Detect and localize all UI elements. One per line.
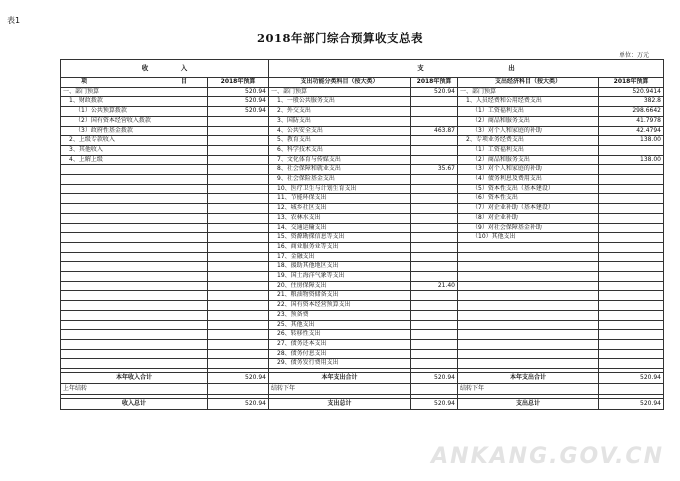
income-value — [208, 339, 269, 349]
func-item: 一、部门预算 — [269, 87, 411, 97]
func-item: 6、科学技术支出 — [269, 145, 411, 155]
income-item — [61, 242, 208, 252]
year-total-row — [61, 373, 664, 384]
func-value — [411, 175, 458, 185]
func-item: 28、债务付息支出 — [269, 349, 411, 359]
income-item — [61, 175, 208, 185]
income-value — [208, 213, 269, 223]
econ-value — [599, 213, 664, 223]
year-exp-label: 本年支出合计 — [269, 373, 411, 384]
year-exp-label-econ: 本年支出合计 — [458, 373, 599, 384]
func-item: 12、城乡社区支出 — [269, 204, 411, 214]
func-item: 22、国有资本经营预算支出 — [269, 301, 411, 311]
income-value — [208, 126, 269, 136]
carry-out-label-econ: 结转下年 — [458, 384, 599, 395]
func-item: 7、文化体育与传媒支出 — [269, 155, 411, 165]
econ-value — [599, 301, 664, 311]
econ-value — [599, 175, 664, 185]
income-value — [208, 252, 269, 262]
econ-value — [599, 310, 664, 320]
econ-value — [599, 262, 664, 272]
table-row — [61, 116, 664, 126]
func-value — [411, 262, 458, 272]
income-item — [61, 262, 208, 272]
econ-item: （6）资本性支出 — [458, 194, 599, 204]
income-item — [61, 184, 208, 194]
func-item: 27、债务还本支出 — [269, 339, 411, 349]
income-value: 520.94 — [208, 97, 269, 107]
income-value — [208, 281, 269, 291]
income-total-label: 收入总计 — [61, 399, 208, 410]
table-row — [61, 136, 664, 146]
income-value — [208, 262, 269, 272]
income-value — [208, 194, 269, 204]
func-value — [411, 252, 458, 262]
income-item: 4、上解上级 — [61, 155, 208, 165]
econ-value: 138.00 — [599, 136, 664, 146]
income-item — [61, 310, 208, 320]
econ-item: （3）对个人和家庭的补助 — [458, 126, 599, 136]
income-item — [61, 272, 208, 282]
econ-item: 2、专项业务经费支出 — [458, 136, 599, 146]
econ-value: 138.00 — [599, 155, 664, 165]
func-item: 8、社会保障和就业支出 — [269, 165, 411, 175]
func-item: 9、社会保险基金支出 — [269, 175, 411, 185]
func-value — [411, 272, 458, 282]
table-row — [61, 107, 664, 117]
func-value — [411, 359, 458, 369]
table-row — [61, 175, 664, 185]
func-value: 463.87 — [411, 126, 458, 136]
econ-value — [599, 204, 664, 214]
year-exp-value: 520.94 — [411, 373, 458, 384]
exp-total-label-econ: 支出总计 — [458, 399, 599, 410]
table-row — [61, 291, 664, 301]
year-exp-value-econ: 520.94 — [599, 373, 664, 384]
econ-item — [458, 310, 599, 320]
table-row — [61, 301, 664, 311]
func-value — [411, 155, 458, 165]
econ-item: （10）其他支出 — [458, 233, 599, 243]
econ-item: （4）债务利息及费用支出 — [458, 175, 599, 185]
table-row — [61, 204, 664, 214]
income-item: 2、上级专款收入 — [61, 136, 208, 146]
income-item — [61, 213, 208, 223]
func-value — [411, 291, 458, 301]
func-value — [411, 116, 458, 126]
table-row — [61, 320, 664, 330]
econ-item: （2）商品和服务支出 — [458, 155, 599, 165]
item-header: 项 目 — [61, 78, 208, 88]
table-row — [61, 126, 664, 136]
func-item: 11、节能环保支出 — [269, 194, 411, 204]
income-item: 一、部门预算 — [61, 87, 208, 97]
func-value: 35.67 — [411, 165, 458, 175]
exp-total-value-econ: 520.94 — [599, 399, 664, 410]
income-item — [61, 320, 208, 330]
table-row — [61, 330, 664, 340]
exp-total-value: 520.94 — [411, 399, 458, 410]
func-item: 25、其他支出 — [269, 320, 411, 330]
econ-item: 一、部门预算 — [458, 87, 599, 97]
econ-value — [599, 349, 664, 359]
econ-item: （9）对社会保障基金补助 — [458, 223, 599, 233]
func-value — [411, 330, 458, 340]
income-item — [61, 281, 208, 291]
watermark: ANKANG.GOV.CN — [431, 444, 664, 469]
table-number: 表1 — [7, 16, 21, 25]
income-item — [61, 165, 208, 175]
func-value — [411, 97, 458, 107]
econ-value — [599, 252, 664, 262]
income-value — [208, 175, 269, 185]
header-row-1 — [61, 60, 664, 78]
header-row-2 — [61, 78, 664, 88]
income-item — [61, 349, 208, 359]
income-header: 收 入 — [61, 60, 269, 78]
econ-item — [458, 359, 599, 369]
func-item: 20、住房保障支出 — [269, 281, 411, 291]
econ-item — [458, 330, 599, 340]
income-item: （3）政府性基金拨款 — [61, 126, 208, 136]
econ-item — [458, 301, 599, 311]
table-row — [61, 359, 664, 369]
income-value — [208, 204, 269, 214]
table-row — [61, 184, 664, 194]
econ-value: 298.6642 — [599, 107, 664, 117]
income-item: 3、其他收入 — [61, 145, 208, 155]
func-value — [411, 145, 458, 155]
income-value — [208, 349, 269, 359]
carry-row — [61, 384, 664, 395]
func-item: 5、教育支出 — [269, 136, 411, 146]
func-item: 26、转移性支出 — [269, 330, 411, 340]
year-income-label: 本年收入合计 — [61, 373, 208, 384]
econ-value — [599, 339, 664, 349]
income-item: （1）公共预算拨款 — [61, 107, 208, 117]
table-row — [61, 349, 664, 359]
income-value — [208, 272, 269, 282]
income-value — [208, 116, 269, 126]
income-item — [61, 359, 208, 369]
func-value — [411, 107, 458, 117]
econ-item — [458, 339, 599, 349]
func-item: 16、商业服务业等支出 — [269, 242, 411, 252]
page-title: 2018年部门综合预算收支总表 — [256, 31, 423, 45]
econ-value — [599, 272, 664, 282]
budget-table — [60, 59, 664, 410]
econ-value — [599, 359, 664, 369]
func-item: 2、外交支出 — [269, 107, 411, 117]
func-value — [411, 310, 458, 320]
econ-item: （5）资本性支出（基本建设） — [458, 184, 599, 194]
func-value — [411, 204, 458, 214]
income-item — [61, 339, 208, 349]
func-item: 23、预备费 — [269, 310, 411, 320]
expense-header: 支 出 — [269, 60, 664, 78]
econ-item: （2）商品和服务支出 — [458, 116, 599, 126]
table-row — [61, 155, 664, 165]
func-item: 1、一般公共服务支出 — [269, 97, 411, 107]
econ-value — [599, 242, 664, 252]
func-item: 17、金融支出 — [269, 252, 411, 262]
econ-value: 382.8 — [599, 97, 664, 107]
econ-value — [599, 330, 664, 340]
econ-item: （8）对企业补助 — [458, 213, 599, 223]
table-row — [61, 310, 664, 320]
func-value — [411, 339, 458, 349]
income-value — [208, 301, 269, 311]
table-row — [61, 339, 664, 349]
income-value: 520.94 — [208, 87, 269, 97]
func-value — [411, 136, 458, 146]
func-item: 13、农林水支出 — [269, 213, 411, 223]
table-row — [61, 281, 664, 291]
econ-class-header: 支出经济科目（按大类） — [458, 78, 599, 88]
income-value — [208, 145, 269, 155]
func-item: 21、粮油物资储备支出 — [269, 291, 411, 301]
income-value — [208, 165, 269, 175]
econ-item: （7）对企业补助（基本建设） — [458, 204, 599, 214]
func-item: 19、国土海洋气象等支出 — [269, 272, 411, 282]
income-item — [61, 252, 208, 262]
econ-value: 42.4794 — [599, 126, 664, 136]
carry-in-label: 上年结转 — [61, 384, 208, 395]
table-row — [61, 165, 664, 175]
econ-item — [458, 252, 599, 262]
income-value: 520.94 — [208, 107, 269, 117]
econ-item: （1）工资福利支出 — [458, 145, 599, 155]
func-value — [411, 194, 458, 204]
func-value — [411, 233, 458, 243]
func-value: 520.94 — [411, 87, 458, 97]
income-value — [208, 233, 269, 243]
econ-value — [599, 291, 664, 301]
grand-total-row — [61, 399, 664, 410]
func-item: 18、援助其他地区支出 — [269, 262, 411, 272]
econ-value: 41.7978 — [599, 116, 664, 126]
income-value — [208, 223, 269, 233]
econ-item — [458, 272, 599, 282]
econ-item — [458, 320, 599, 330]
income-value — [208, 330, 269, 340]
unit-label: 单位：万元 — [618, 52, 649, 59]
func-item: 10、医疗卫生与计划生育支出 — [269, 184, 411, 194]
func-value: 21.40 — [411, 281, 458, 291]
econ-budget-header: 2018年预算 — [599, 78, 664, 88]
table-row — [61, 242, 664, 252]
income-item — [61, 233, 208, 243]
income-value — [208, 320, 269, 330]
econ-value: 520.9414 — [599, 87, 664, 97]
income-value — [208, 155, 269, 165]
func-value — [411, 301, 458, 311]
func-value — [411, 223, 458, 233]
func-value — [411, 184, 458, 194]
econ-item — [458, 291, 599, 301]
econ-item — [458, 349, 599, 359]
table-row — [61, 272, 664, 282]
carry-out-label: 结转下年 — [269, 384, 411, 395]
func-item: 14、交通运输支出 — [269, 223, 411, 233]
econ-value — [599, 165, 664, 175]
func-value — [411, 213, 458, 223]
table-row — [61, 262, 664, 272]
econ-item: （3）对个人和家庭的补助 — [458, 165, 599, 175]
econ-value — [599, 145, 664, 155]
income-item — [61, 204, 208, 214]
income-item: 1、财政拨款 — [61, 97, 208, 107]
econ-value — [599, 194, 664, 204]
func-item: 29、债务发行费用支出 — [269, 359, 411, 369]
func-item: 4、公共安全支出 — [269, 126, 411, 136]
year-income-value: 520.94 — [208, 373, 269, 384]
econ-value — [599, 233, 664, 243]
table-row — [61, 145, 664, 155]
econ-item: 1、人员经费和公用经费支出 — [458, 97, 599, 107]
econ-item — [458, 262, 599, 272]
income-item — [61, 301, 208, 311]
income-item — [61, 194, 208, 204]
income-item: （2）国有资本经营收入拨款 — [61, 116, 208, 126]
exp-total-label: 支出总计 — [269, 399, 411, 410]
table-row — [61, 194, 664, 204]
table-row — [61, 233, 664, 243]
econ-value — [599, 281, 664, 291]
table-row — [61, 223, 664, 233]
table-row — [61, 213, 664, 223]
income-item — [61, 291, 208, 301]
func-value — [411, 320, 458, 330]
income-value — [208, 242, 269, 252]
func-item: 15、资源勘探信息等支出 — [269, 233, 411, 243]
table-row — [61, 252, 664, 262]
income-item — [61, 330, 208, 340]
income-value — [208, 359, 269, 369]
income-value — [208, 184, 269, 194]
income-value — [208, 310, 269, 320]
func-item: 3、国防支出 — [269, 116, 411, 126]
econ-item: （1）工资福利支出 — [458, 107, 599, 117]
econ-value — [599, 184, 664, 194]
income-budget-header: 2018年预算 — [208, 78, 269, 88]
income-item — [61, 223, 208, 233]
func-budget-header: 2018年预算 — [411, 78, 458, 88]
func-value — [411, 242, 458, 252]
income-value — [208, 291, 269, 301]
table-row — [61, 97, 664, 107]
econ-item — [458, 281, 599, 291]
table-row — [61, 87, 664, 97]
func-class-header: 支出功能分类科目（按大类） — [269, 78, 411, 88]
econ-value — [599, 223, 664, 233]
func-value — [411, 349, 458, 359]
econ-value — [599, 320, 664, 330]
income-total-value: 520.94 — [208, 399, 269, 410]
income-value — [208, 136, 269, 146]
econ-item — [458, 242, 599, 252]
